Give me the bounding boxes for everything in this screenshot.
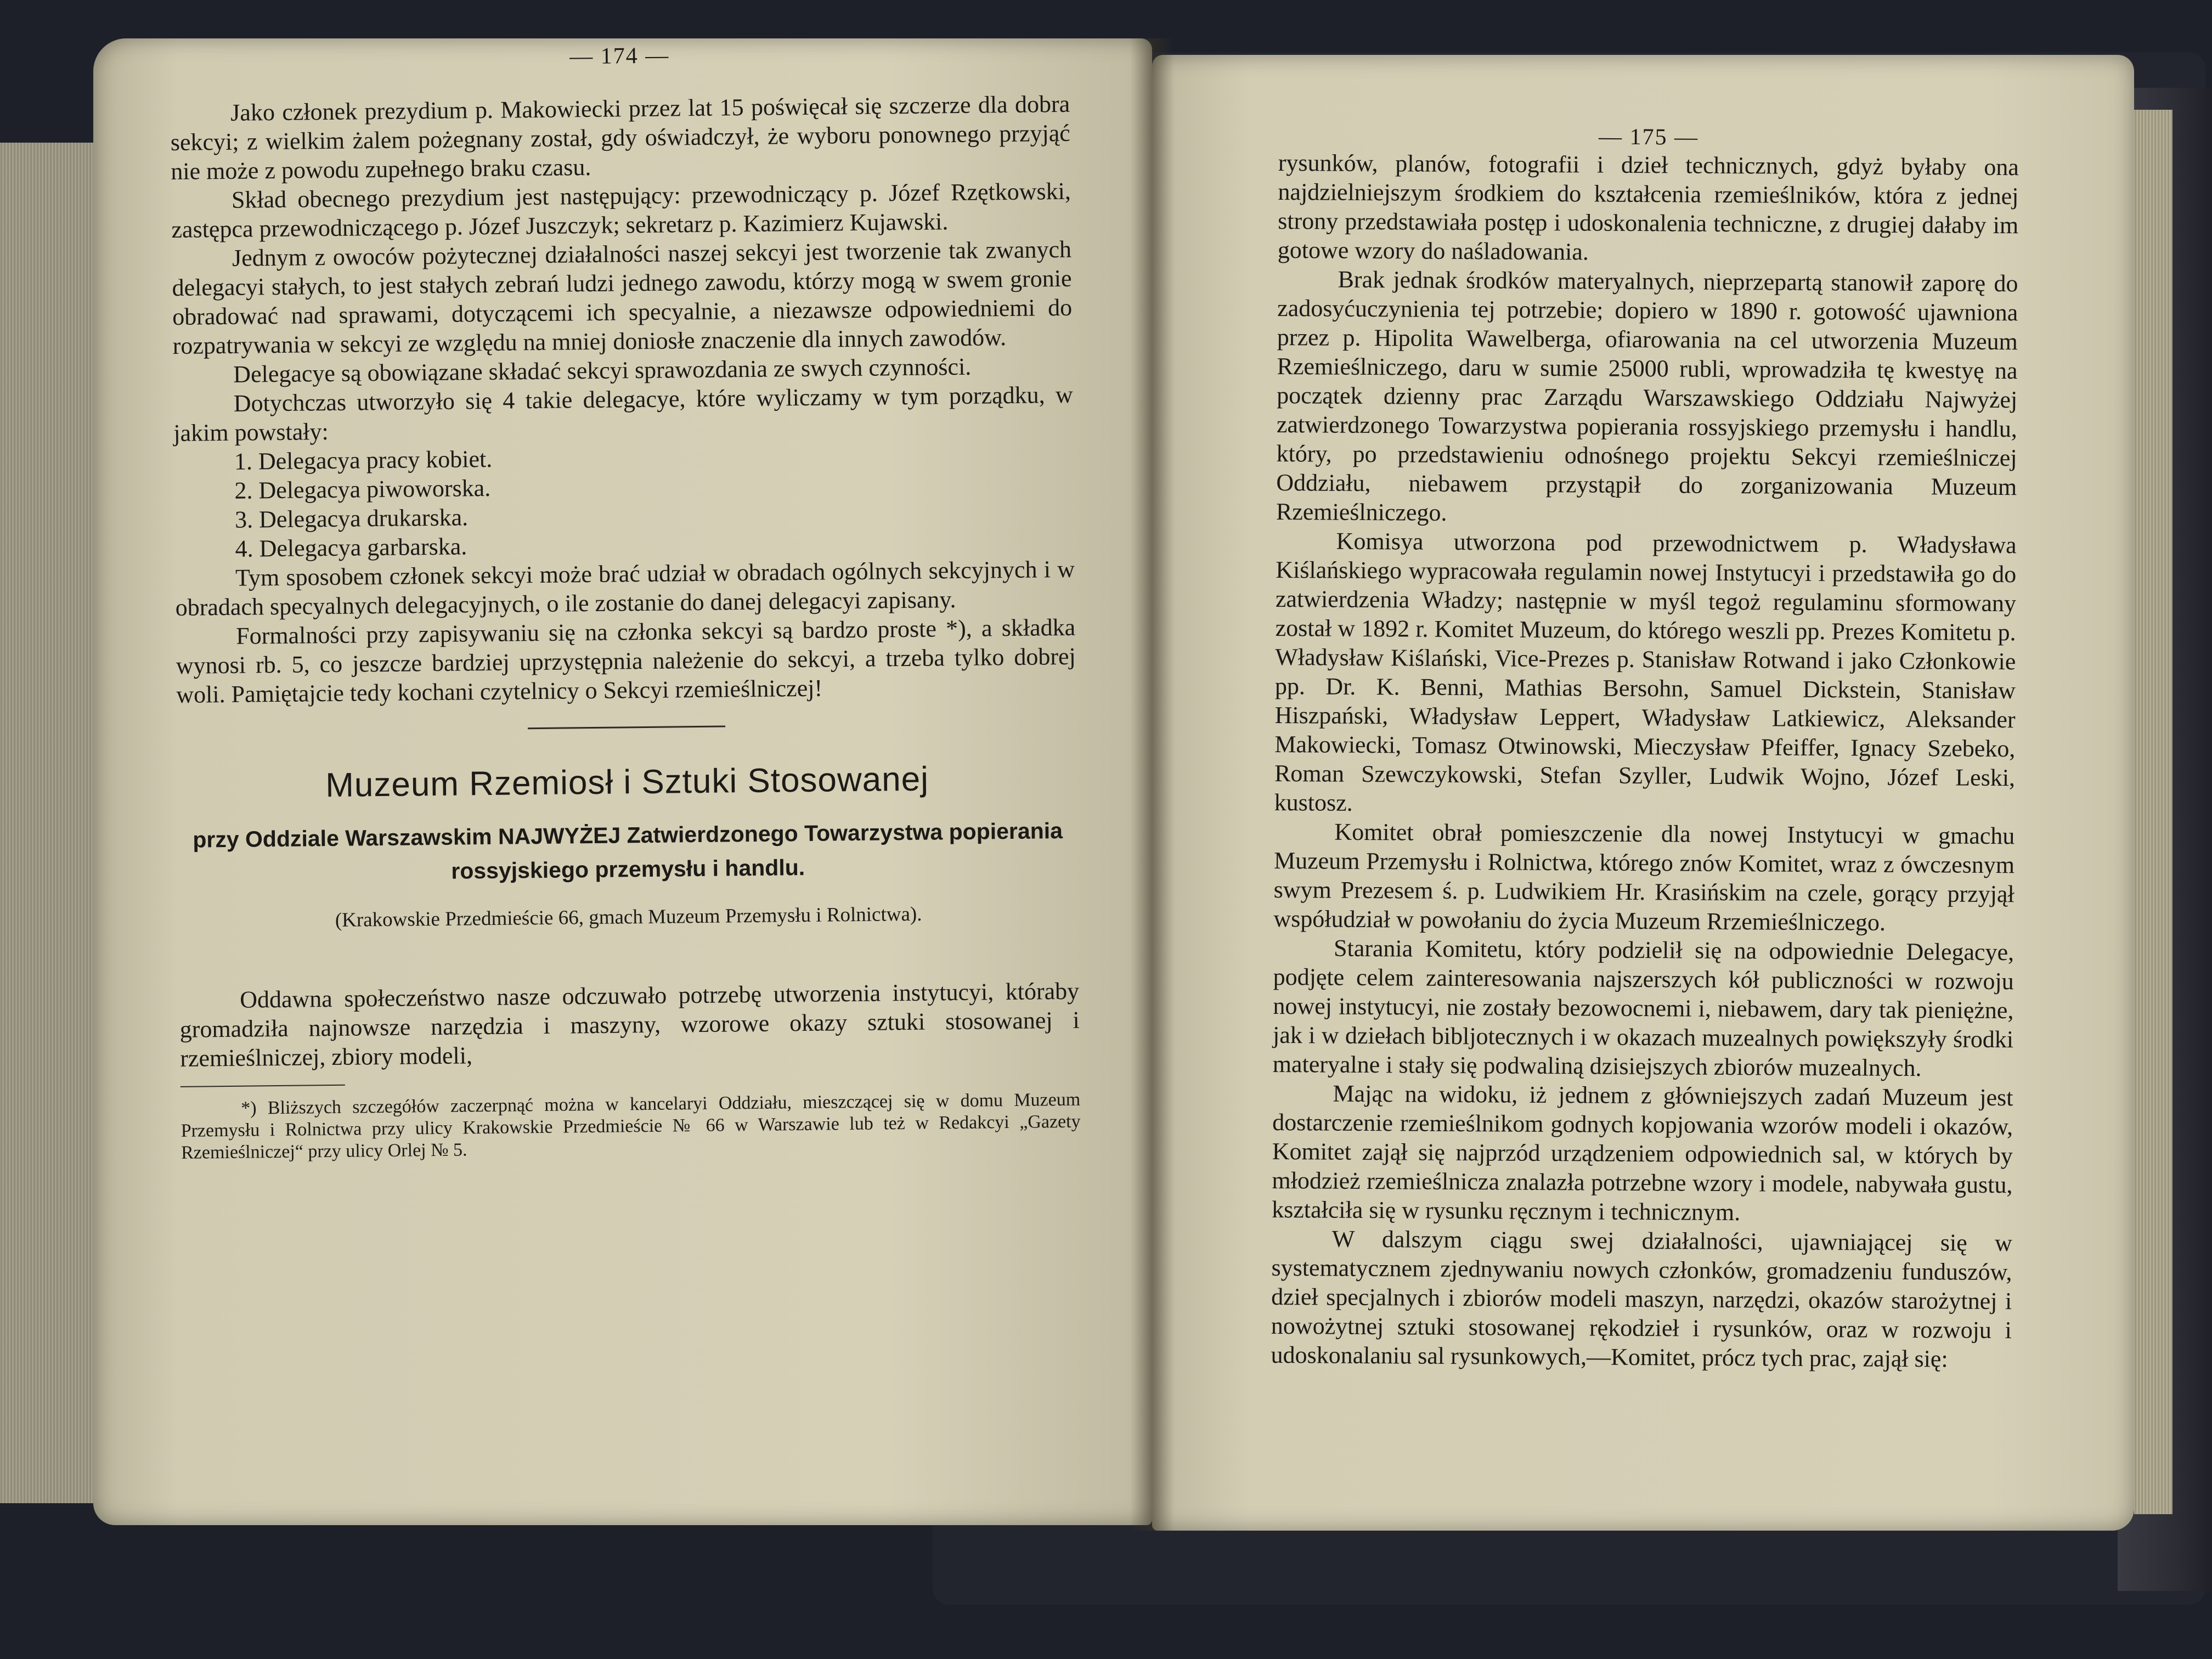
list-item: 2. Delegacya piwoworska. — [234, 474, 491, 504]
paragraph: Formalności przy zapisywaniu się na członka sekcyi są bardzo proste *), a składka wynosi rb. 5, co jeszcze bardziej uprzystępnia należenie do sekcyi, a trzeba tylko dobrej woli. Pamiętajcie tedy kochani czytelnicy o Sekcyi rzemieślniczej! — [176, 613, 1076, 708]
paragraph: Delegacye są obowiązane składać sekcyi sprawozdania ze swych czynności. — [233, 353, 972, 388]
book-gutter — [1130, 38, 1174, 1531]
section-address: (Krakowskie Przedmieście 66, gmach Muzeum Przemysłu i Rolnictwa). — [335, 902, 922, 932]
paragraph: rysunków, planów, fotografii i dzieł technicznych, gdyż byłaby ona najdzielniejszym środkiem do kształcenia rzemieślników, która z jednej strony przedstawiała postęp i udoskonalenia techniczne, z drugiej dałaby im gotowe wzory do naśladowania. — [1277, 149, 2019, 266]
paragraph: Jako członek prezydium p. Makowiecki przez lat 15 poświęcał się szczerze dla dobra sekcyi; z wielkim żalem pożegnany został, gdy oświadczył, że wyboru ponownego przyjąć nie może z powodu zupełnego braku czasu. — [170, 90, 1070, 185]
footnote: *) Bliższych szczegółów zaczerpnąć można w kancelaryi Oddziału, mieszczącej się w domu Muzeum Przemysłu i Rolnictwa przy ulicy Krakowskie Przedmieście № 66 w Warszawie lub też w Redakcyi „Gazety Rzemieślniczej“ przy ulicy Orlej № 5. — [180, 1089, 1081, 1163]
paragraph: Skład obecnego prezydium jest następujący: przewodniczący p. Józef Rzętkowski, zastępca przewodniczącego p. Józef Juszczyk; sekretarz p. Kazimierz Kujawski. — [171, 177, 1071, 243]
section-subtitle: przy Oddziale Warszawskim NAJWYŻEJ Zatwierdzonego Towarzystwa popierania rossyjskiego przemysłu i handlu. — [193, 818, 1063, 884]
paragraph: Dotychczas utworzyło się 4 takie delegacye, które wyliczamy w tym porządku, w jakim powstały: — [173, 381, 1073, 447]
paragraph: Oddawna społeczeństwo nasze odczuwało potrzebę utworzenia instytucyi, któraby gromadziła najnowsze narzędzia i maszyny, wzorowe okazy sztuki stosowanej i rzemieślniczej, zbiory modeli, — [179, 977, 1080, 1072]
left-page-text — [170, 43, 1081, 1164]
paragraph: Jednym z owoców pożytecznej działalności naszej sekcyi jest tworzenie tak zwanych delegacyi stałych, to jest stałych zebrań ludzi jednego zawodu, którzy mogą w swem gronie obradować nad sprawami, dotyczącemi ich specyalnie, a niezawsze odpowiedniemi do rozpatrywania w sekcyi ze względu na mniej doniosłe znaczenie dla innych zawodów. — [172, 235, 1073, 359]
paragraph: Komisya utworzona pod przewodnictwem p. Władysława Kiślańskiego wypracowała regulamin nowej Instytucyi i przedstawiła go do zatwierdzenia Władzy; następnie w myśl tegoż regulaminu sformowany został w 1892 r. Komitet Muzeum, do którego weszli pp. Prezes Komitetu p. Władysław Kiślański, Vice-Prezes p. Stanisław Rotwand i jako Członkowie pp. Dr. K. Benni, Mathias Bersohn, Samuel Dickstein, Stanisław Hiszpański, Władysław Leppert, Władysław Latkiewicz, Aleksander Makowiecki, Tomasz Otwinowski, Mieczysław Pfeiffer, Ignacy Szebeko, Roman Szewczykowski, Stefan Szyller, Ludwik Wojno, Józef Leski, kustosz. — [1274, 527, 2017, 816]
paragraph: W dalszym ciągu swej działalności, ujawniającej się w systematycznem zjednywaniu nowych członków, gromadzeniu funduszów, dzieł specjalnych i zbiorów modeli maszyn, narzędzi, okazów starożytnej i nowożytnej sztuki stosowanej rękodzieł i rysunków, oraz w rozwoju i udoskonalaniu sal rysunkowych,—Komitet, prócz tych prac, zajął się: — [1271, 1225, 2012, 1373]
section-divider — [528, 725, 725, 729]
page-number-175: — 175 — — [1598, 124, 1699, 150]
list-item: 3. Delegacya drukarska. — [234, 504, 469, 533]
paragraph: Brak jednak środków materyalnych, nieprzepartą stanowił zaporę do zadosyćuczynienia tej potrzebie; dopiero w 1890 r. gotowość ujawniona przez p. Hipolita Wawelberga, ofiarowania na cel utworzenia Muzeum Rzemieślniczego, daru w sumie 25000 rubli, wprowadziła tę kwestyę na początek dzienny prac Zarządu Warszawskiego Oddziału Najwyżej zatwierdzonego Towarzystwa popierania rossyjskiego przemysłu i handlu, który, po przedstawieniu odnośnego projektu Sekcyi rzemieślniczej Oddziału, niebawem przystąpił do zorganizowania Muzeum Rzemieślniczego. — [1276, 266, 2018, 526]
section-title: Muzeum Rzemiosł i Sztuki Stosowanej — [325, 760, 929, 805]
page-number-174: — 174 — — [569, 43, 670, 70]
list-item: 4. Delegacya garbarska. — [235, 533, 467, 562]
right-page-text — [1271, 124, 2019, 1374]
paragraph: Tym sposobem członek sekcyi może brać udział w obradach ogólnych sekcyjnych i w obradach specyalnych delegacyjnych, o ile zostanie do danej delegacyi zapisany. — [175, 555, 1075, 621]
paragraph: Mając na widoku, iż jednem z główniejszych zadań Muzeum jest dostarczenie rzemieślnikom godnych kopjowania wzorów modeli i okazów, Komitet zajął się najprzód urządzeniem odpowiednich sal, w których by młodzież rzemieślnicza znalazła potrzebne wzory i modele, nabywała gustu, kształciła się w rysunku ręcznym i technicznym. — [1272, 1080, 2013, 1226]
page-edges-right — [2134, 110, 2172, 1514]
paragraph: Starania Komitetu, który podzielił się na odpowiednie Delegacye, podjęte celem zainteresowania najszerszych kół publiczności w rozwoju nowej instytucyi, nie zostały bezowocnemi i, niebawem, dary tak pieniężne, jak i w dziełach bibljotecznych i w okazach muzealnych powiększyły środki materyalne i stały się podwaliną dzisiejszych zbiorów muzealnych. — [1272, 934, 2015, 1082]
paragraph: Komitet obrał pomieszczenie dla nowej Instytucyi w gmachu Muzeum Przemysłu i Rolnictwa, którego znów Komitet, wraz z ówczesnym swym Prezesem ś. p. Ludwikiem Hr. Krasińskim na czele, gorący przyjął współudział w powołaniu do życia Muzeum Rrzemieślniczego. — [1273, 818, 2015, 936]
list-item: 1. Delegacya pracy kobiet. — [234, 445, 493, 475]
footnote-divider — [180, 1085, 345, 1087]
